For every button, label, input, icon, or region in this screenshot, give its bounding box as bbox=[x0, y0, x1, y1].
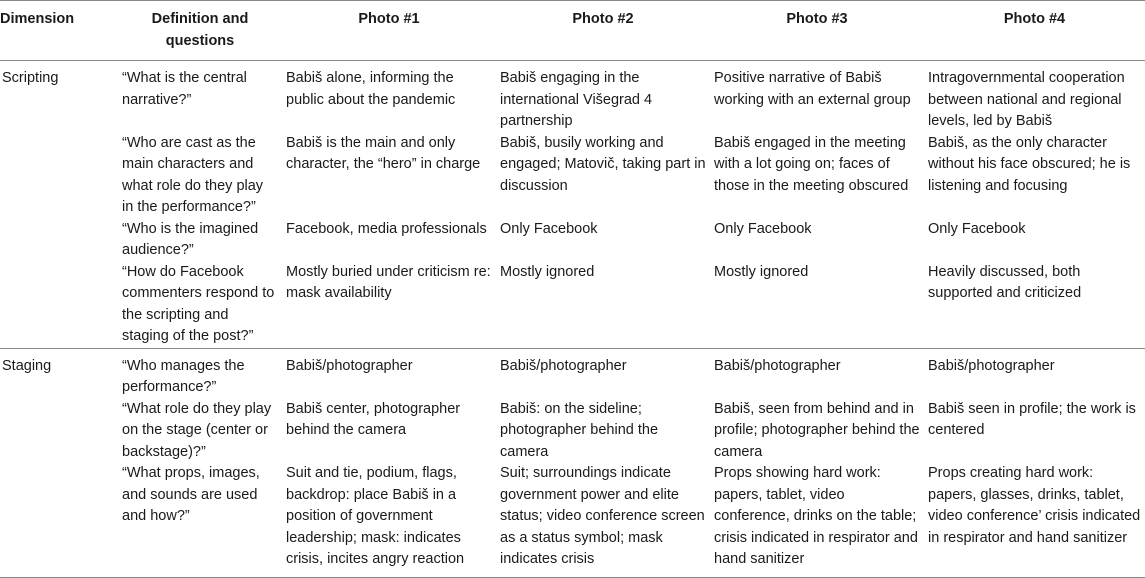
table-row bbox=[0, 399, 1145, 464]
photo-2-cell: Babiš: on the sideline; photographer behind the camera bbox=[500, 400, 659, 460]
question-cell: “What props, images, and sounds are used and how?” bbox=[122, 465, 260, 524]
photo-2-cell: Mostly ignored bbox=[500, 263, 595, 280]
photo-3-cell: Babiš engaged in the meeting with a lot going on; faces of those in the meeting obscured bbox=[714, 134, 909, 194]
table-row bbox=[0, 219, 1145, 262]
photo-4-cell: Babiš, as the only character without his face obscured; he is listening and focusing bbox=[928, 134, 1131, 194]
dimension-cell bbox=[0, 399, 118, 464]
photo-1-cell: Babiš center, photographer behind the camera bbox=[286, 400, 461, 438]
dimension-cell bbox=[0, 219, 118, 262]
photo-4-cell: Props creating hard work: papers, glasses, drinks, tablet, video conference’ crisis indicated in respirator and hand sanitizer bbox=[928, 465, 1141, 546]
question-cell: “Who manages the performance?” bbox=[122, 357, 245, 395]
dimension-cell: Staging bbox=[2, 357, 52, 374]
photo-3-cell: Props showing hard work: papers, tablet, video conference, drinks on the table; crisis indicated in respirator and hand sanitizer bbox=[714, 465, 918, 567]
photo-2-cell: Only Facebook bbox=[500, 220, 598, 237]
photo-4-cell: Intragovernmental cooperation between national and regional levels, led by Babiš bbox=[928, 70, 1125, 129]
table-row bbox=[0, 348, 1145, 399]
table-row bbox=[0, 61, 1145, 133]
photo-3-cell: Positive narrative of Babiš working with an external group bbox=[714, 70, 911, 108]
question-cell: “How do Facebook commenters respond to the scripting and staging of the post?” bbox=[122, 263, 275, 344]
photo-1-cell: Babiš is the main and only character, the “hero” in charge bbox=[286, 134, 481, 172]
photo-2-cell: Babiš engaging in the international Višegrad 4 partnership bbox=[500, 70, 653, 129]
photo-4-cell: Babiš seen in profile; the work is centered bbox=[928, 400, 1136, 438]
dimension-cell bbox=[0, 262, 118, 349]
photo-2-cell: Babiš/photographer bbox=[500, 357, 627, 374]
photo-3-cell: Babiš, seen from behind and in profile; photographer behind the camera bbox=[714, 400, 920, 460]
photo-3-cell: Babiš/photographer bbox=[714, 357, 841, 374]
table-row bbox=[0, 133, 1145, 219]
question-cell: “What is the central narrative?” bbox=[122, 70, 247, 108]
photo-1-cell: Babiš/photographer bbox=[286, 357, 413, 374]
dimension-cell bbox=[0, 463, 118, 577]
header-row bbox=[0, 1, 1145, 61]
photo-4-cell: Only Facebook bbox=[928, 220, 1026, 237]
header-photo-2: Photo #2 bbox=[572, 11, 634, 27]
photo-1-cell: Mostly buried under criticism re: mask availability bbox=[286, 263, 491, 301]
header-definition: Definition and questions bbox=[151, 11, 249, 49]
table-row bbox=[0, 463, 1145, 577]
header-photo-4: Photo #4 bbox=[1003, 11, 1066, 27]
photo-3-cell: Mostly ignored bbox=[714, 263, 809, 280]
photo-4-cell: Heavily discussed, both supported and criticized bbox=[928, 263, 1082, 301]
dimension-cell bbox=[0, 133, 118, 219]
photo-3-cell: Only Facebook bbox=[714, 220, 812, 237]
question-cell: “Who is the imagined audience?” bbox=[122, 220, 259, 258]
photo-1-cell: Facebook, media professionals bbox=[286, 220, 487, 237]
header-photo-3: Photo #3 bbox=[786, 11, 848, 27]
dimension-cell: Scripting bbox=[2, 70, 59, 86]
table-row bbox=[0, 262, 1145, 349]
photo-1-cell: Babiš alone, informing the public about the pandemic bbox=[286, 70, 456, 108]
header-dimension: Dimension bbox=[0, 11, 75, 27]
question-cell: “Who are cast as the main characters and what role do they play in the performance?” bbox=[122, 134, 264, 215]
question-cell: “What role do they play on the stage (center or backstage)?” bbox=[122, 400, 272, 460]
photo-1-cell: Suit and tie, podium, flags, backdrop: place Babiš in a position of government leadership; mask: indicates crisis, incites angry reaction bbox=[286, 465, 465, 567]
photo-2-cell: Babiš, busily working and engaged; Matovič, taking part in discussion bbox=[500, 134, 706, 194]
photo-2-cell: Suit; surroundings indicate government power and elite status; video conference screen as a status symbol; mask indicates crisis bbox=[500, 465, 705, 567]
photo-4-cell: Babiš/photographer bbox=[928, 357, 1055, 374]
header-photo-1: Photo #1 bbox=[358, 11, 420, 27]
